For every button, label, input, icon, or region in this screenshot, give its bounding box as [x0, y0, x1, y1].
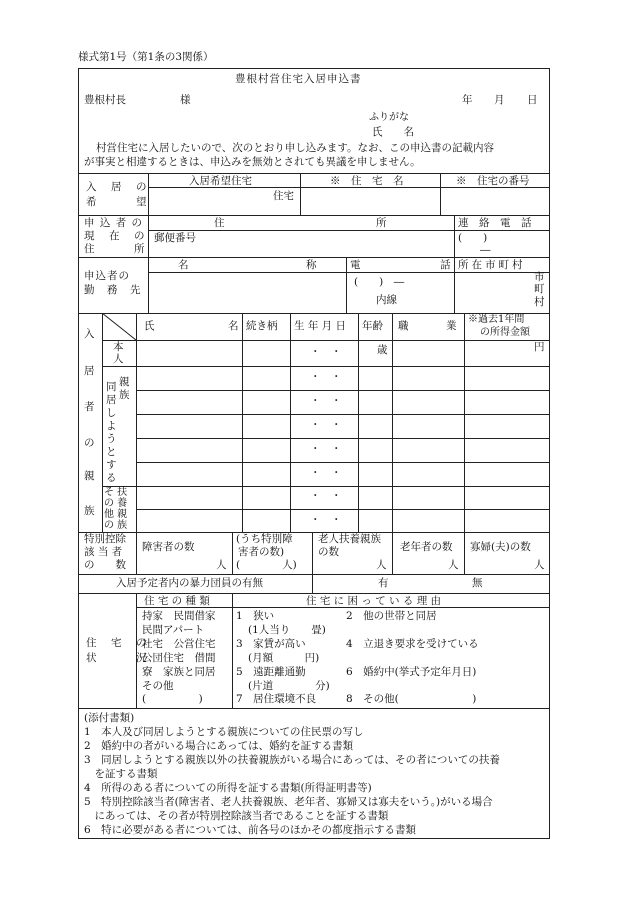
rule — [136, 532, 137, 574]
attachment-item: にあっては、その者が特別控除該当者であることを証する書類 — [84, 810, 389, 822]
attachment-item: 1 本人及び同居しようとする親族についての住民票の写し — [84, 726, 364, 738]
dob-separator: ・ ・ — [310, 443, 342, 455]
reason-option[interactable]: 1 狭い — [236, 610, 275, 622]
yen-unit: 円 — [534, 341, 545, 353]
dob-separator: ・ ・ — [310, 419, 342, 431]
dependents-label-2: の 養 — [104, 498, 128, 509]
income-header-2: の所得金額 — [480, 327, 530, 338]
attachment-item: 2 婚約中の者がいる場合にあっては、婚約を証する書類 — [84, 740, 354, 752]
family-side-char: 族 — [84, 505, 95, 517]
income-header-1: ※過去1年間 — [468, 314, 525, 325]
person-unit: 人 — [216, 559, 227, 571]
family-side-char: 居 — [84, 365, 95, 377]
reason-option[interactable]: 5 遠距離通勤 — [236, 666, 306, 678]
municipality-city: 市 — [534, 271, 545, 283]
family-name-header-2: 名 — [228, 320, 239, 332]
reason-option[interactable]: 3 家賃が高い — [236, 638, 306, 650]
reason-option[interactable]: 4 立退き要求を受けている — [346, 638, 479, 650]
reason-option[interactable]: 6 婚約中(挙式予定年月日) — [346, 666, 477, 678]
rule — [148, 173, 149, 313]
rule — [346, 257, 347, 313]
rule — [232, 532, 233, 574]
special-disabled-label-3: ( 人) — [236, 559, 297, 571]
address-label-1: 申 込 者 の — [84, 217, 144, 229]
desired-label-1: 入 居 の — [86, 181, 149, 193]
workplace-label-1: 申込者の — [84, 270, 130, 282]
page-title: 豊根村営住宅入居申込書 — [235, 73, 362, 85]
reason-option[interactable]: 2 他の世帯と同居 — [346, 610, 437, 622]
reason-detail: (1人当り 畳) — [248, 624, 326, 636]
family-row-name[interactable] — [138, 415, 241, 437]
contact-phone-header: 連 絡 電 話 — [458, 217, 532, 229]
housing-type-option[interactable]: 民間アパート — [142, 624, 205, 636]
dependents-label-4: の 族 — [104, 520, 128, 531]
housing-number-header: ※ 住宅の番号 — [456, 175, 530, 187]
relationship-header: 続き柄 — [246, 320, 278, 332]
family-row-self-name[interactable] — [138, 341, 241, 365]
workplace-name-header-2: 称 — [306, 259, 317, 271]
rule — [102, 313, 103, 532]
cohabit-char: う — [106, 433, 117, 445]
declaration-line-1: 村営住宅に入居したいので、次のとおり申し込みます。なお、この申込書の記載内容 — [96, 142, 494, 154]
dob-separator: ・ ・ — [310, 371, 342, 383]
housing-name-header: ※ 住 宅 名 — [330, 175, 404, 187]
disabled-count-label: 障害者の数 — [142, 541, 195, 553]
person-unit: 人 — [448, 559, 459, 571]
rule — [78, 532, 550, 533]
attachment-item: を証する書類 — [84, 768, 158, 780]
rule — [392, 313, 393, 532]
workplace-phone-area: ( ) ― — [354, 276, 405, 288]
widow-count-label: 寡婦(夫)の数 — [470, 541, 531, 553]
occupation-header-1: 職 — [398, 320, 409, 332]
special-disabled-label-2: 害者の数) — [238, 546, 285, 558]
rule — [78, 708, 550, 709]
senior-count-label: 老年者の数 — [400, 541, 453, 553]
attachment-item: 5 特別控除該当者(障害者、老人扶養親族、老年者、寡婦又は寡夫をいう。)がいる場合 — [84, 796, 493, 808]
self-label-1: 本 — [113, 341, 124, 353]
workplace-name-header-1: 名 — [178, 259, 189, 271]
reason-detail: (片道 分) — [248, 680, 330, 692]
declaration-line-2: が事実と相違するときは、申込みを無効とされても異議を申しません。 — [84, 156, 421, 168]
dob-separator: ・ ・ — [310, 395, 342, 407]
municipality-town: 町 — [534, 283, 545, 295]
workplace-phone-header-2: 話 — [440, 259, 451, 271]
rule — [136, 593, 137, 708]
rule — [464, 532, 465, 574]
housing-type-option[interactable]: 公団住宅 借間 — [142, 652, 216, 664]
rule — [232, 593, 233, 708]
workplace-phone-input[interactable] — [348, 273, 452, 312]
date-year: 年 — [462, 94, 473, 106]
desired-label-2: 希 望 — [86, 196, 149, 208]
age-header: 年齢 — [362, 320, 383, 332]
dob-separator: ・ ・ — [310, 514, 342, 526]
rule — [440, 173, 441, 215]
housing-situation-label-1: 住 宅 の — [86, 637, 149, 649]
municipality-header: 所在市町村 — [458, 259, 526, 271]
workplace-extension: 内線 — [376, 294, 397, 306]
workplace-label-2: 勤 務 先 — [84, 284, 142, 296]
rule — [358, 313, 359, 532]
gang-no-option[interactable]: 無 — [472, 577, 483, 589]
gang-yes-option[interactable]: 有 — [378, 577, 389, 589]
deduction-label-2: 該 当 者 — [84, 546, 123, 558]
rule — [242, 313, 243, 532]
rule — [312, 532, 313, 574]
attachments-header: (添付書類) — [84, 712, 135, 724]
cohabit-char: す — [106, 459, 117, 471]
family-row-name[interactable] — [138, 367, 241, 389]
rule — [290, 313, 291, 532]
relatives-char: 親 — [119, 376, 130, 388]
rule — [454, 215, 455, 257]
cohabit-char: と — [106, 446, 117, 458]
person-unit: 人 — [534, 559, 545, 571]
honorific: 様 — [180, 94, 191, 106]
rule — [78, 574, 550, 575]
housing-type-header: 住 宅 の 種 類 — [144, 595, 210, 607]
desired-housing-header: 入居希望住宅 — [189, 175, 252, 187]
housing-type-option[interactable]: 持家 民間借家 — [142, 610, 216, 622]
address-label-2: 現 在 の — [84, 230, 147, 242]
reason-option[interactable]: 8 その他( ) — [346, 693, 477, 705]
family-row-name[interactable] — [138, 510, 241, 531]
dob-separator: ・ ・ — [310, 467, 342, 479]
cohabit-char: る — [106, 472, 117, 484]
municipality-village: 村 — [534, 296, 545, 308]
furigana-label: ふりがな — [369, 112, 409, 123]
housing-type-option[interactable]: 寮 家族と同居 — [142, 666, 216, 678]
header-diagonal — [102, 313, 136, 340]
address-header-2: 所 — [376, 217, 387, 229]
family-side-char: の — [84, 437, 95, 449]
housing-situation-label-2: 状 況 — [86, 652, 149, 664]
family-side-char: 者 — [84, 401, 95, 413]
family-side-char: 入 — [84, 328, 95, 340]
age-unit: 歳 — [377, 344, 388, 356]
rule — [312, 574, 313, 593]
date-month: 月 — [494, 94, 505, 106]
special-disabled-label-1: (うち特別障 — [236, 533, 293, 545]
attachment-item: 4 所得のある者についての所得を証する書類(所得証明書等) — [84, 782, 372, 794]
dependents-label-1: そ 扶 — [104, 487, 128, 498]
attachment-item: 3 同居しようとする親族以外の扶養親族がいる場合にあっては、その者についての扶養 — [84, 754, 500, 766]
current-address-input[interactable] — [150, 231, 452, 256]
workplace-name-input[interactable] — [150, 273, 344, 312]
date-day: 日 — [527, 94, 538, 106]
contact-phone-input[interactable] — [456, 231, 548, 256]
rule — [136, 313, 137, 532]
cohabit-char: よ — [106, 420, 117, 432]
dob-separator: ・ ・ — [310, 346, 342, 358]
occupation-header-2: 業 — [446, 320, 457, 332]
housing-name-input[interactable] — [302, 188, 438, 214]
rule — [78, 593, 550, 594]
housing-number-input[interactable] — [442, 188, 548, 214]
phone-dash: ― — [480, 244, 491, 256]
postal-code-label: 郵便番号 — [154, 232, 196, 244]
elderly-dependent-label-2: の数 — [318, 546, 339, 558]
housing-type-option[interactable]: その他 — [142, 680, 174, 692]
self-label-2: 人 — [113, 353, 124, 365]
address-header-1: 住 — [214, 217, 225, 229]
dependents-label-3: 他 親 — [104, 509, 128, 520]
address-label-3: 住 所 — [84, 243, 147, 255]
rule — [300, 173, 301, 215]
applicant-name-label: 氏 名 — [372, 126, 414, 138]
workplace-phone-header-1: 電 — [350, 259, 361, 271]
family-name-header-1: 氏 — [144, 320, 155, 332]
housing-type-option[interactable]: 社宅 公営住宅 — [142, 638, 216, 650]
reason-detail: (月額 円) — [248, 652, 320, 664]
dob-separator: ・ ・ — [310, 490, 342, 502]
family-row-name[interactable] — [138, 391, 241, 413]
family-row-name[interactable] — [138, 487, 241, 508]
relatives-char: 族 — [119, 389, 130, 401]
housing-type-other[interactable]: ( ) — [142, 693, 203, 705]
rule — [464, 313, 465, 532]
cohabit-char: し — [106, 407, 117, 419]
rule — [454, 257, 455, 313]
municipality-input[interactable] — [456, 273, 530, 312]
deduction-label-3: の 数 — [84, 559, 126, 571]
reason-option[interactable]: 7 居住環境不良 — [236, 693, 317, 705]
form-reference: 様式第1号（第1条の3関係） — [78, 51, 214, 63]
gang-member-question: 入居予定者内の暴力団員の有無 — [116, 577, 263, 589]
cohabit-char: 居 — [106, 394, 117, 406]
family-row-name[interactable] — [138, 463, 241, 485]
elderly-dependent-label-1: 老人扶養親族 — [318, 533, 381, 545]
desired-housing-input[interactable] — [150, 188, 268, 214]
cohabit-char: 同 — [106, 381, 117, 393]
person-unit: 人 — [376, 559, 387, 571]
family-side-char: 親 — [84, 470, 95, 482]
deduction-label-1: 特別控除 — [84, 533, 126, 545]
housing-suffix: 住宅 — [273, 190, 294, 202]
addressee: 豊根村長 — [84, 94, 126, 106]
birthdate-header: 生 年 月 日 — [294, 320, 347, 332]
rule — [392, 532, 393, 574]
phone-area-code: ( ) — [458, 232, 488, 244]
housing-reason-header: 住 宅 に 困 っ て い る 理 由 — [306, 595, 442, 607]
attachment-item: 6 特に必要がある者については、前各号のほかその都度指示する書類 — [84, 824, 416, 836]
family-row-name[interactable] — [138, 439, 241, 461]
